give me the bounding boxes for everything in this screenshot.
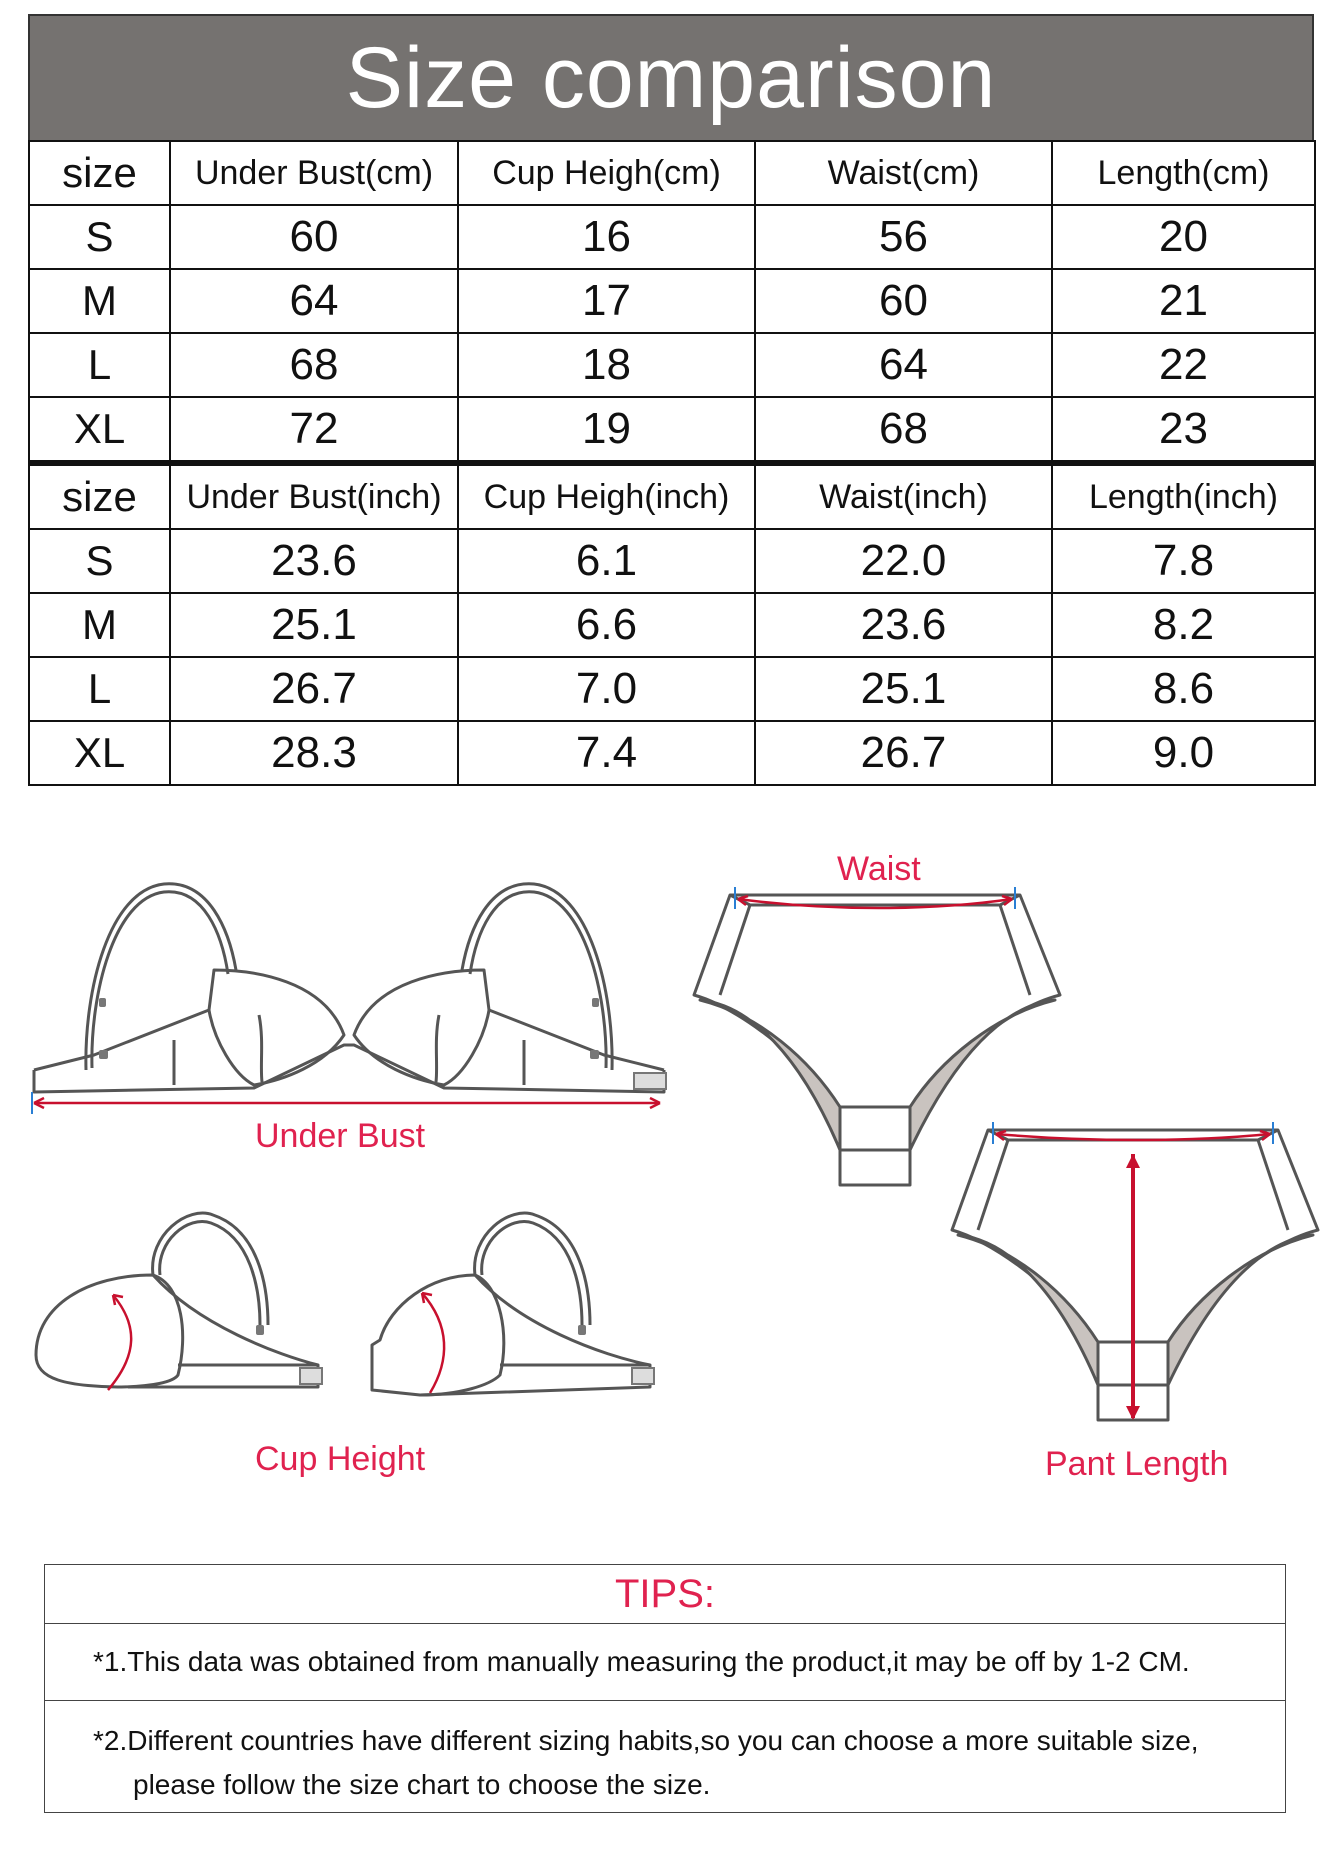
- size-cell: S: [29, 205, 170, 269]
- size-table: [28, 140, 1316, 786]
- header-cell: Cup Heigh(inch): [458, 463, 755, 529]
- header-cell: Cup Heigh(cm): [458, 141, 755, 205]
- value-cell: 22: [1052, 333, 1315, 397]
- header-cell: Under Bust(cm): [170, 141, 458, 205]
- table-row: [29, 205, 1315, 269]
- value-cell: 19: [458, 397, 755, 463]
- value-cell: 60: [170, 205, 458, 269]
- value-cell: 7.4: [458, 721, 755, 785]
- size-cell: XL: [29, 721, 170, 785]
- tip-1: [44, 1623, 1286, 1701]
- pant-length-label: Pant Length: [1045, 1445, 1229, 1483]
- size-cell: L: [29, 657, 170, 721]
- value-cell: 25.1: [170, 593, 458, 657]
- value-cell: 72: [170, 397, 458, 463]
- size-chart: [28, 14, 1314, 786]
- value-cell: 26.7: [755, 721, 1052, 785]
- table-row: [29, 529, 1315, 593]
- tips-heading: TIPS:: [44, 1564, 1286, 1623]
- tip-1-text: *1.This data was obtained from manually measuring the product,it may be off by 1-2 CM.: [93, 1646, 1190, 1677]
- header-cell: size: [29, 141, 170, 205]
- value-cell: 9.0: [1052, 721, 1315, 785]
- size-cell: L: [29, 333, 170, 397]
- header-cell: Waist(cm): [755, 141, 1052, 205]
- size-cell: XL: [29, 397, 170, 463]
- tips-box: [44, 1564, 1286, 1813]
- under-bust-label: Under Bust: [255, 1117, 426, 1155]
- value-cell: 7.8: [1052, 529, 1315, 593]
- value-cell: 60: [755, 269, 1052, 333]
- value-cell: 56: [755, 205, 1052, 269]
- value-cell: 22.0: [755, 529, 1052, 593]
- title-bar: [28, 14, 1314, 140]
- inch-header-row: [29, 463, 1315, 529]
- cup-side-illustration-right: [360, 1205, 670, 1415]
- value-cell: 23: [1052, 397, 1315, 463]
- panty-length-illustration: [948, 1120, 1328, 1440]
- header-cell: Length(inch): [1052, 463, 1315, 529]
- table-row: [29, 269, 1315, 333]
- value-cell: 21: [1052, 269, 1315, 333]
- value-cell: 68: [170, 333, 458, 397]
- value-cell: 18: [458, 333, 755, 397]
- cup-side-illustration-left: [28, 1205, 338, 1415]
- bra-front-illustration: [24, 870, 674, 1130]
- size-cell: M: [29, 269, 170, 333]
- value-cell: 6.6: [458, 593, 755, 657]
- header-cell: size: [29, 463, 170, 529]
- tip-2-line-1: *2.Different countries have different sizing habits,so you can choose a more suitable size,: [93, 1725, 1199, 1756]
- value-cell: 16: [458, 205, 755, 269]
- value-cell: 25.1: [755, 657, 1052, 721]
- size-cell: M: [29, 593, 170, 657]
- tip-2-line-2: please follow the size chart to choose the size.: [133, 1769, 711, 1800]
- header-cell: Under Bust(inch): [170, 463, 458, 529]
- waist-label: Waist: [837, 850, 921, 888]
- cm-header-row: [29, 141, 1315, 205]
- header-cell: Length(cm): [1052, 141, 1315, 205]
- size-cell: S: [29, 529, 170, 593]
- value-cell: 20: [1052, 205, 1315, 269]
- value-cell: 28.3: [170, 721, 458, 785]
- table-row: [29, 721, 1315, 785]
- tip-2: [44, 1701, 1286, 1813]
- value-cell: 23.6: [755, 593, 1052, 657]
- value-cell: 23.6: [170, 529, 458, 593]
- table-row: [29, 333, 1315, 397]
- value-cell: 8.2: [1052, 593, 1315, 657]
- page-title: Size comparison: [345, 29, 997, 126]
- value-cell: 6.1: [458, 529, 755, 593]
- header-cell: Waist(inch): [755, 463, 1052, 529]
- table-row: [29, 593, 1315, 657]
- value-cell: 8.6: [1052, 657, 1315, 721]
- cup-height-label: Cup Height: [255, 1440, 426, 1478]
- value-cell: 26.7: [170, 657, 458, 721]
- table-row: [29, 397, 1315, 463]
- value-cell: 7.0: [458, 657, 755, 721]
- value-cell: 64: [755, 333, 1052, 397]
- table-row: [29, 657, 1315, 721]
- value-cell: 17: [458, 269, 755, 333]
- value-cell: 68: [755, 397, 1052, 463]
- value-cell: 64: [170, 269, 458, 333]
